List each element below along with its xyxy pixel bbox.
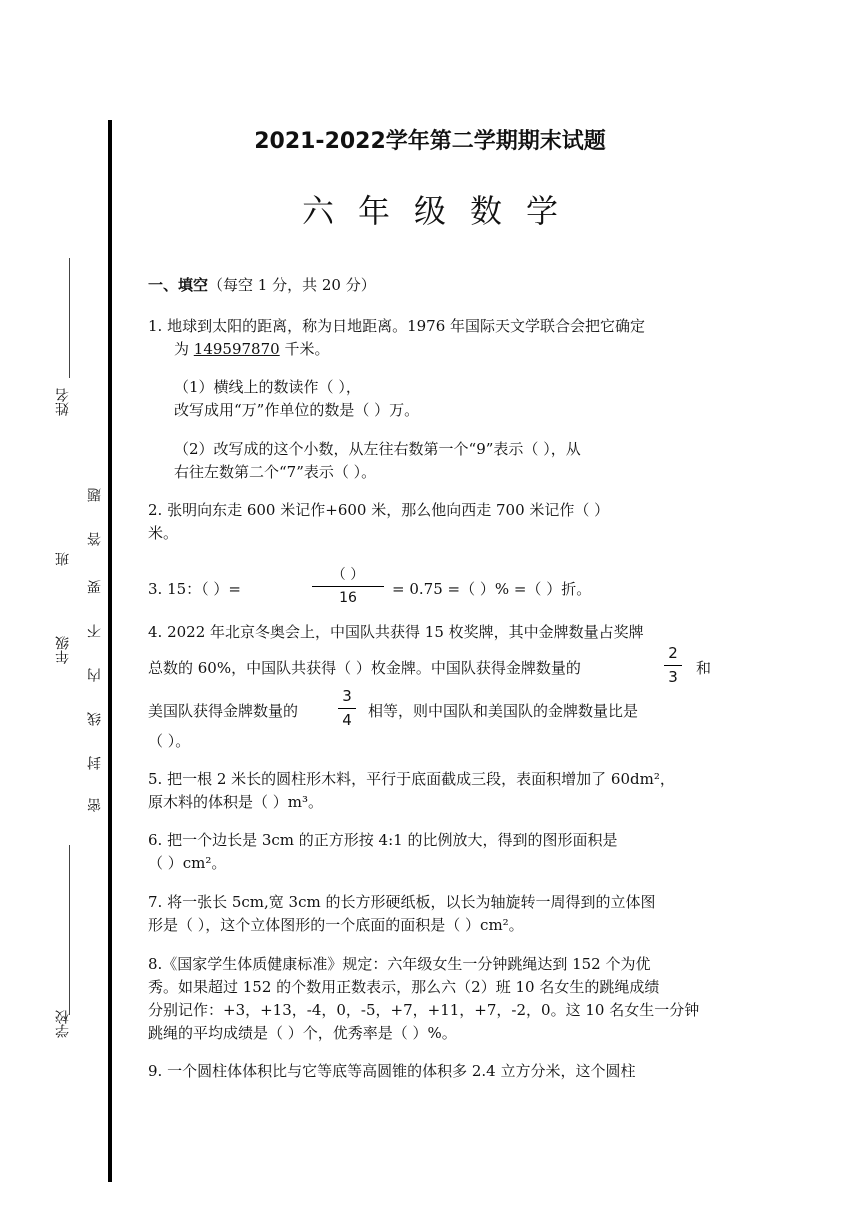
q4-frac2-denominator: 4 [342,711,352,729]
seal-char-7: 答 [87,532,103,546]
q1-line2 [174,338,329,361]
q1-line2-post: 千米。 [279,340,330,358]
q1-sub1-line1: （1）横线上的数读作（ ）， [174,378,361,396]
q4-frac1-numerator: 2 [668,644,678,662]
name-underline [69,258,70,378]
q4-frac1-bar [664,665,682,666]
q4-frac1-denominator: 3 [668,668,678,686]
q1-sub2-line1: （2）改写成的这个小数，从左往右数第一个“9”表示（ ），从 [174,440,581,458]
q1-line2-pre: 为 [174,340,194,358]
q4-line3: 美国队获得金牌数量的 [148,702,299,720]
seal-char-4: 内 [87,668,103,682]
q3-right: = 0.75 =（ ）% =（ ）折。 [392,580,592,598]
q1-number: 149597870 [193,340,280,358]
q2-line2: 米。 [148,524,179,542]
q4-line1: 4. 2022 年北京冬奥会上，中国队共获得 15 枚奖牌，其中金牌数量占奖牌 [148,623,644,641]
binding-line [108,120,112,1182]
section-heading [148,274,376,297]
q5-line1: 5. 把一根 2 米长的圆柱形木料，平行于底面截成三段，表面积增加了 60dm²， [148,770,675,788]
q4-line2: 总数的 60%，中国队共获得（ ）枚金牌。中国队获得金牌数量的 [148,659,581,677]
q8-line4: 跳绳的平均成绩是（ ）个，优秀率是（ ）%。 [148,1024,457,1042]
q2-line1: 2. 张明向东走 600 米记作+600 米，那么他向西走 700 米记作（ ） [148,501,610,519]
q3-frac-numerator: （ ） [331,567,365,583]
q6-line2: （ ）cm²。 [148,854,227,872]
section-note: （每空 1 分，共 20 分） [208,276,376,294]
school-label: 学校 [55,1010,71,1038]
q3-left: 3. 15：（ ）= [148,580,242,598]
seal-char-3: 线 [87,712,103,726]
q9-line1: 9. 一个圆柱体体积比与它等底等高圆锥的体积多 2.4 立方分米，这个圆柱 [148,1062,636,1080]
school-underline [69,845,70,1015]
q8-line2: 秀。如果超过 152 的个数用正数表示，那么六（2）班 10 名女生的跳绳成绩 [148,978,660,996]
q7-line2: 形是（ ），这个立体图形的一个底面的面积是（ ）cm²。 [148,916,524,934]
q4-line4: （ ）。 [148,732,191,750]
q6-line1: 6. 把一个边长是 3cm 的正方形按 4:1 的比例放大，得到的图形面积是 [148,831,618,849]
seal-char-5: 不 [87,624,103,638]
subject-title: 六年级数学 [301,192,582,230]
section-title: 一、填空 [148,276,209,294]
seal-char-8: 题 [87,488,103,502]
q4-frac2-numerator: 3 [342,687,352,705]
q8-line1: 8.《国家学生体质健康标准》规定：六年级女生一分钟跳绳达到 152 个为优 [148,955,651,973]
q4-line3-tail: 相等，则中国队和美国队的金牌数量比是 [368,702,639,720]
seal-char-2: 封 [87,756,103,770]
q1-line1: 1. 地球到太阳的距离，称为日地距离。1976 年国际天文学联合会把它确定 [148,317,646,335]
seal-char-1: 密 [87,798,103,812]
exam-title: 2021-2022学年第二学期期末试题 [254,129,606,154]
q4-frac2-bar [338,708,356,709]
seal-char-6: 要 [87,580,103,594]
q1-sub2-line2: 右往左数第二个“7”表示（ ）。 [174,463,377,481]
q7-line1: 7. 将一张长 5cm,宽 3cm 的长方形硬纸板，以长为轴旋转一周得到的立体图 [148,893,656,911]
q5-line2: 原木料的体积是（ ）m³。 [148,793,324,811]
q4-line2-tail: 和 [696,659,712,677]
q3-frac-bar [312,586,384,587]
q1-sub1-line2: 改写成用“万”作单位的数是（ ）万。 [174,401,420,419]
q3-frac-denominator: 16 [339,590,357,606]
name-label: 姓名 [55,388,71,416]
class-label: 班 [55,552,71,566]
q8-line3: 分别记作：+3，+13，-4，0，-5，+7，+11，+7，-2，0。这 10 名女生一分钟 [148,1001,700,1019]
grade-label: 年级 [55,636,71,664]
